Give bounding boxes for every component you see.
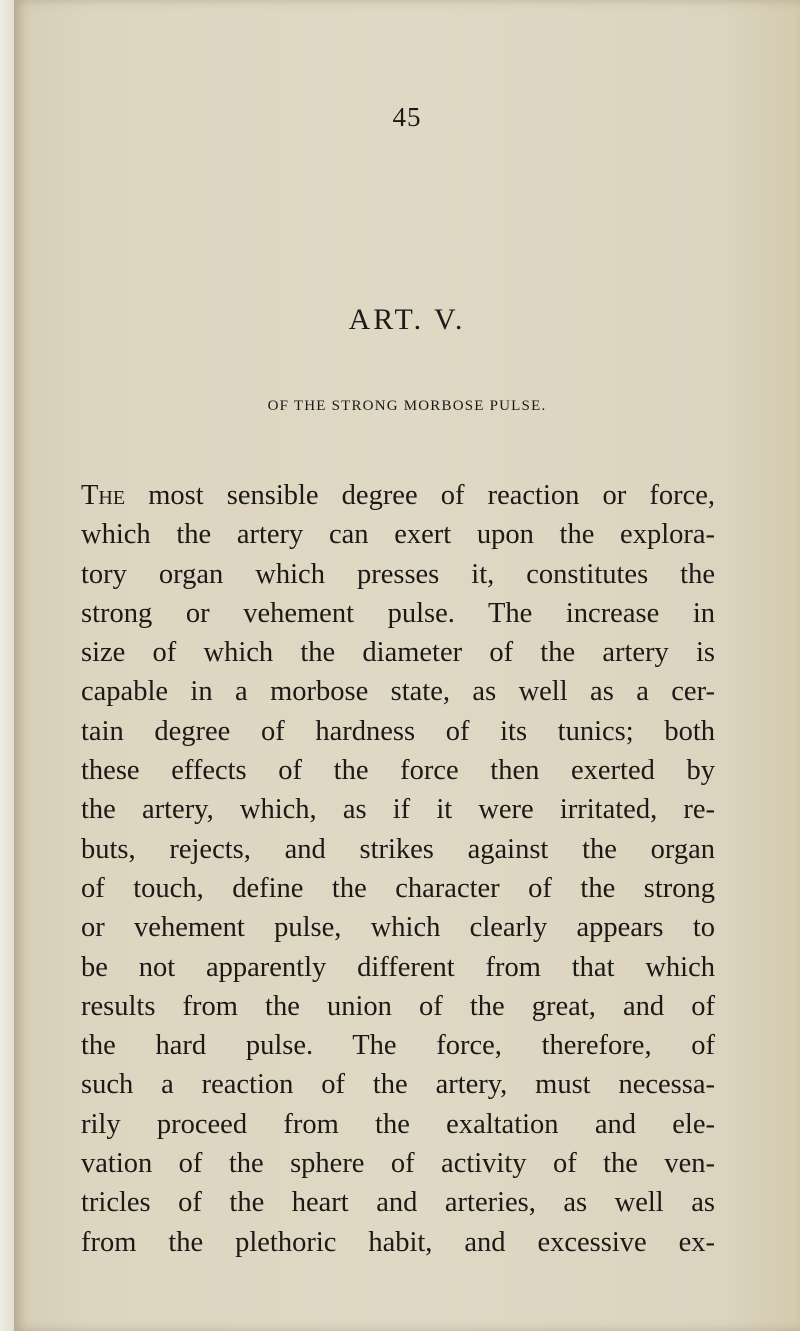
- first-line-rest: most sensible degree of reaction or force,: [125, 480, 715, 511]
- text-line: results from the union of the great, and of: [81, 990, 715, 1022]
- text-line-first: [81, 476, 715, 515]
- text-line: strong or vehement pulse. The increase in: [81, 597, 715, 629]
- text-line: buts, rejects, and strikes against the organ: [81, 833, 715, 865]
- text-line: tain degree of hardness of its tunics; both: [81, 715, 715, 747]
- text-line: be not apparently different from that which: [81, 951, 715, 983]
- text-line: tricles of the heart and arteries, as well as: [81, 1187, 715, 1219]
- page-left-edge: [0, 0, 14, 1331]
- text-line: tory organ which presses it, constitutes the: [81, 558, 715, 590]
- text-line: from the plethoric habit, and excessive ex-: [81, 1226, 715, 1258]
- article-title: ART. V.: [348, 303, 466, 336]
- text-line: rily proceed from the exaltation and ele-: [81, 1108, 715, 1140]
- text-line: the hard pulse. The force, therefore, of: [81, 1030, 715, 1062]
- text-line: capable in a morbose state, as well as a cer-: [81, 676, 715, 708]
- text-line: of touch, define the character of the strong: [81, 872, 715, 904]
- book-page: [14, 0, 800, 1331]
- lead-word: The: [81, 480, 126, 511]
- text-line: which the artery can exert upon the explora-: [81, 519, 715, 551]
- article-subtitle: OF THE STRONG MORBOSE PULSE.: [267, 398, 547, 414]
- body-text: [81, 476, 715, 1262]
- text-line: vation of the sphere of activity of the ven-: [81, 1148, 715, 1180]
- text-line: size of which the diameter of the artery is: [81, 637, 715, 669]
- text-line: these effects of the force then exerted by: [81, 755, 715, 787]
- text-line: or vehement pulse, which clearly appears to: [81, 912, 715, 944]
- text-line: such a reaction of the artery, must necessa-: [81, 1069, 715, 1101]
- text-line: the artery, which, as if it were irritated, re-: [81, 794, 715, 826]
- page-number: 45: [392, 102, 422, 132]
